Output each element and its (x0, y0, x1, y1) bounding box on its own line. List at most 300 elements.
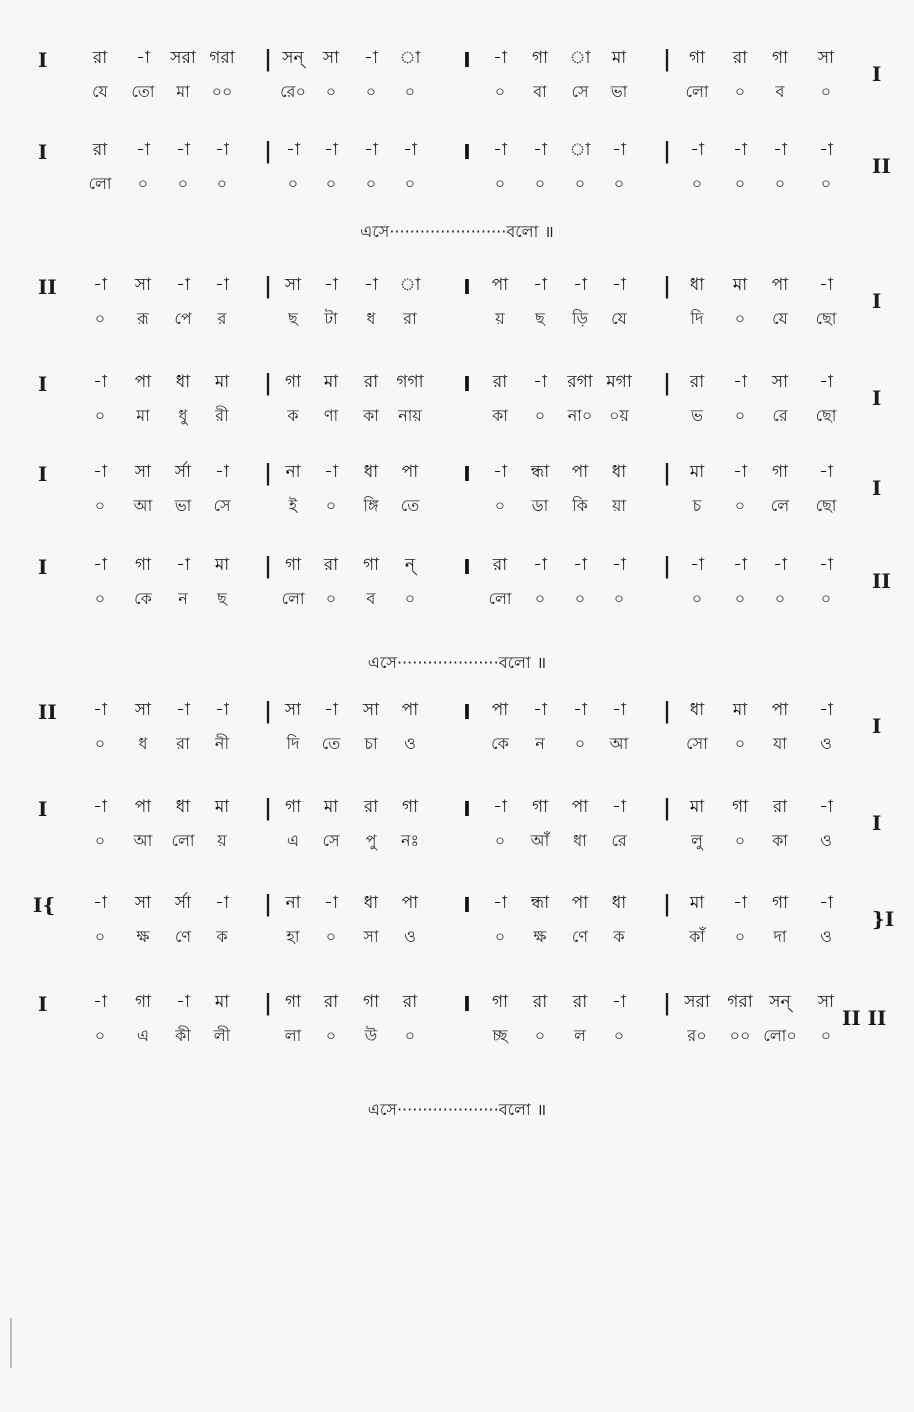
bar-line: | (263, 273, 273, 299)
refrain-dots: ···················· (396, 1100, 499, 1119)
note-token: গা (284, 797, 302, 817)
lyric-syllable: ০ (734, 406, 746, 425)
note-token: -া (612, 797, 626, 817)
lyric-syllable: ০ (494, 496, 506, 515)
system-end-marker: }I (872, 907, 895, 931)
notation-system (0, 462, 914, 526)
notes-row (0, 797, 914, 829)
note-token: -া (533, 700, 547, 720)
note-token: -া (93, 893, 107, 913)
lyric-syllable: ০ (734, 831, 746, 850)
lyric-syllable: ০ (734, 309, 746, 328)
system-end-marker: I (872, 386, 882, 410)
lyric-syllable: ঙ্গি (363, 496, 379, 515)
lyric-syllable: সে (322, 831, 340, 850)
lyric-syllable: ক (287, 406, 299, 425)
note-token: মগা (606, 372, 632, 392)
lyric-syllable: ক্ষ (136, 927, 150, 946)
note-token: সরা (170, 48, 196, 68)
lyric-syllable: ধ (366, 309, 376, 328)
lyric-syllable: ন (178, 589, 188, 608)
lyric-syllable: লু (691, 831, 703, 850)
lyric-syllable: তে (400, 496, 420, 515)
note-token: গা (284, 992, 302, 1012)
note-token: গরা (209, 48, 235, 68)
system-start-marker: I (38, 48, 48, 72)
lyric-syllable: ০ (574, 174, 586, 193)
lyric-syllable: চ (692, 496, 702, 515)
note-token: না (285, 893, 301, 913)
note-token: -া (93, 372, 107, 392)
note-token: পা (771, 700, 789, 720)
note-token: -া (93, 462, 107, 482)
note-token: -া (533, 140, 547, 160)
lyric-syllable: ণে (571, 927, 589, 946)
lyric-syllable: ব (366, 589, 376, 608)
note-token: -া (93, 275, 107, 295)
system-end-marker: I (872, 714, 882, 738)
lyric-syllable: লো (488, 589, 512, 608)
note-token: পা (491, 700, 509, 720)
lyric-syllable: ন (535, 734, 545, 753)
system-end-marker: II (872, 154, 891, 178)
bar-line: | (263, 553, 273, 579)
lyric-syllable: ০ (325, 1026, 337, 1045)
note-token: গা (401, 797, 419, 817)
note-token: া (569, 140, 591, 160)
lyrics-row (0, 82, 914, 114)
notes-row (0, 555, 914, 587)
lyrics-row (0, 589, 914, 621)
note-token: -া (403, 140, 417, 160)
lyric-syllable: যে (611, 309, 627, 328)
lyric-syllable: লা (284, 1026, 302, 1045)
note-token: -া (324, 700, 338, 720)
note-token: গা (688, 48, 706, 68)
note-token: -া (573, 700, 587, 720)
lyric-syllable: ০ (94, 589, 106, 608)
note-token: -া (215, 140, 229, 160)
lyric-syllable: ল (574, 1026, 586, 1045)
lyric-syllable: কি (572, 496, 588, 515)
lyric-syllable: আ (609, 734, 629, 753)
lyric-syllable: যে (92, 82, 108, 101)
scan-edge-mark (10, 1318, 12, 1368)
note-token: গা (362, 992, 380, 1012)
note-token: রা (363, 372, 379, 392)
note-token: মা (214, 797, 230, 817)
note-token: -া (493, 140, 507, 160)
lyric-syllable: ০ (94, 406, 106, 425)
note-token: রা (532, 992, 548, 1012)
lyric-syllable: দি (690, 309, 704, 328)
note-token: -া (733, 372, 747, 392)
note-token: গা (362, 555, 380, 575)
note-token: গা (531, 797, 549, 817)
system-start-marker: I{ (33, 893, 56, 917)
lyric-syllable: আ (133, 831, 153, 850)
lyric-syllable: এ (286, 831, 300, 850)
note-token: -া (93, 700, 107, 720)
lyric-syllable: ০ (691, 174, 703, 193)
note-token: সা (134, 275, 152, 295)
lyric-syllable: ০ (691, 589, 703, 608)
note-token: ন্ (404, 555, 416, 575)
note-token: মা (214, 372, 230, 392)
lyric-syllable: ০ (94, 1026, 106, 1045)
note-token: -া (573, 275, 587, 295)
note-token: -া (819, 275, 833, 295)
notes-row (0, 992, 914, 1024)
lyric-syllable: ০ (734, 82, 746, 101)
lyric-syllable: ০ (734, 734, 746, 753)
lyric-syllable: ধা (573, 831, 587, 850)
note-token: -া (93, 555, 107, 575)
lyric-syllable: ০ (404, 1026, 416, 1045)
note-token: গা (771, 893, 789, 913)
bar-line: | (263, 891, 273, 917)
section-marker: I (463, 992, 471, 1016)
system-end-marker: II II (842, 1006, 887, 1030)
lyric-syllable: আঁ (530, 831, 550, 850)
bar-line: | (662, 370, 672, 396)
bar-line: | (263, 138, 273, 164)
lyric-syllable: ০ (494, 831, 506, 850)
lyric-syllable: রা (403, 309, 417, 328)
note-token: গা (731, 797, 749, 817)
note-token: -া (215, 700, 229, 720)
lyric-syllable: ০ (820, 1026, 832, 1045)
lyric-syllable: লী (213, 1026, 231, 1045)
bar-line: | (263, 46, 273, 72)
refrain-dots: ······················· (389, 222, 507, 241)
lyric-syllable: য়া (611, 496, 627, 515)
lyric-syllable: চ্ছ (492, 1026, 508, 1045)
notes-row (0, 275, 914, 307)
bar-line: | (263, 990, 273, 1016)
note-token: পা (134, 372, 152, 392)
note-token: রা (402, 992, 418, 1012)
system-end-marker: I (872, 811, 882, 835)
lyric-syllable: ০ (820, 174, 832, 193)
lyric-syllable: ক (613, 927, 625, 946)
lyric-syllable: রে (772, 406, 788, 425)
lyric-syllable: ও (404, 734, 416, 753)
note-token: -া (819, 372, 833, 392)
lyric-syllable: ০ (613, 1026, 625, 1045)
note-token: া (399, 275, 421, 295)
lyric-syllable: বা (533, 82, 547, 101)
section-marker: I (463, 462, 471, 486)
bar-line: | (662, 138, 672, 164)
note-token: ন্ধা (530, 462, 550, 482)
bar-line: | (662, 460, 672, 486)
lyric-syllable: ছো (815, 496, 837, 515)
notation-system (0, 992, 914, 1056)
lyric-syllable: ০ (94, 309, 106, 328)
lyric-syllable: কা (363, 406, 379, 425)
note-token: পা (134, 797, 152, 817)
lyric-syllable: ০ (534, 406, 546, 425)
note-token: সন্ (282, 48, 304, 68)
note-token: মা (214, 555, 230, 575)
notes-row (0, 372, 914, 404)
lyric-syllable: কে (134, 589, 152, 608)
note-token: রা (689, 372, 705, 392)
lyric-syllable: ০ (325, 589, 337, 608)
lyric-syllable: ০ (94, 734, 106, 753)
lyric-syllable: ড়ি (571, 309, 589, 328)
section-marker: I (463, 140, 471, 164)
note-token: গগা (396, 372, 424, 392)
bar-line: | (662, 553, 672, 579)
note-token: -া (176, 555, 190, 575)
lyric-syllable: লো (281, 589, 305, 608)
lyric-syllable: ০ (494, 82, 506, 101)
note-token: -া (493, 48, 507, 68)
note-token: -া (612, 140, 626, 160)
lyric-syllable: ০ (325, 927, 337, 946)
note-token: -া (324, 140, 338, 160)
lyric-syllable: ০ (734, 927, 746, 946)
system-start-marker: I (38, 372, 48, 396)
lyric-syllable: নায় (398, 406, 422, 425)
lyric-syllable: মা (176, 82, 190, 101)
lyric-syllable: রে০ (280, 82, 306, 101)
note-token: গা (284, 555, 302, 575)
lyric-syllable: ০ (574, 734, 586, 753)
note-token: গা (284, 372, 302, 392)
section-marker: I (463, 893, 471, 917)
note-token: গা (134, 555, 152, 575)
note-token: -া (733, 555, 747, 575)
note-token: -া (533, 275, 547, 295)
system-start-marker: I (38, 555, 48, 579)
note-token: রা (772, 797, 788, 817)
note-token: -া (819, 140, 833, 160)
bar-line: | (662, 273, 672, 299)
note-token: রা (492, 372, 508, 392)
note-token: রা (572, 992, 588, 1012)
system-start-marker: I (38, 462, 48, 486)
lyric-syllable: ০ (534, 1026, 546, 1045)
lyric-syllable: রা (176, 734, 190, 753)
lyric-syllable: ০ (574, 589, 586, 608)
lyric-syllable: ০ (94, 927, 106, 946)
bar-line: | (263, 460, 273, 486)
note-token: -া (493, 797, 507, 817)
note-token: রা (323, 992, 339, 1012)
note-token: -া (612, 992, 626, 1012)
refrain-line (0, 650, 914, 677)
lyric-syllable: ভা (174, 496, 192, 515)
lyric-syllable: ক্ষ (533, 927, 547, 946)
lyric-syllable: রে (611, 831, 627, 850)
note-token: -া (690, 555, 704, 575)
lyric-syllable: তো (131, 82, 155, 101)
note-token: -া (176, 140, 190, 160)
note-token: ধা (611, 893, 627, 913)
refrain-dots: ···················· (396, 653, 499, 672)
note-token: ধা (175, 797, 191, 817)
notes-row (0, 140, 914, 172)
note-token: -া (324, 893, 338, 913)
notation-system (0, 275, 914, 339)
note-token: সা (284, 275, 302, 295)
lyric-syllable: ০ (734, 496, 746, 515)
refrain-start: এসে (360, 222, 390, 241)
lyric-syllable: ০ (94, 831, 106, 850)
lyrics-row (0, 927, 914, 959)
lyric-syllable: ০ (216, 174, 228, 193)
notes-row (0, 893, 914, 925)
section-marker: I (463, 797, 471, 821)
note-token: -া (93, 992, 107, 1012)
lyric-syllable: ০ (534, 589, 546, 608)
refrain-end: বলো (498, 1100, 531, 1119)
note-token: পা (571, 893, 589, 913)
note-token: মা (323, 797, 339, 817)
lyric-syllable: ০ (494, 927, 506, 946)
note-token: রা (92, 140, 108, 160)
refrain-end: বলো (506, 222, 539, 241)
note-token: -া (733, 893, 747, 913)
note-token: -া (612, 275, 626, 295)
lyric-syllable: লো০ (763, 1026, 797, 1045)
note-token: -া (819, 555, 833, 575)
note-token: -া (773, 555, 787, 575)
lyric-syllable: সে (571, 82, 589, 101)
note-token: ধা (363, 893, 379, 913)
note-token: া (569, 48, 591, 68)
note-token: সা (817, 48, 835, 68)
note-token: -া (215, 275, 229, 295)
lyrics-row (0, 406, 914, 438)
lyric-syllable: লো (88, 174, 112, 193)
note-token: না (285, 462, 301, 482)
note-token: মা (689, 462, 705, 482)
lyric-syllable: ও (820, 734, 832, 753)
lyric-syllable: তে (321, 734, 341, 753)
lyric-syllable: সা (363, 927, 379, 946)
section-marker: I (463, 275, 471, 299)
note-token: -া (773, 140, 787, 160)
lyric-syllable: পু (365, 831, 377, 850)
refrain-line (0, 219, 914, 246)
note-token: রা (732, 48, 748, 68)
note-token: সন্ (769, 992, 791, 1012)
lyric-syllable: কে (491, 734, 509, 753)
lyric-syllable: যা (773, 734, 787, 753)
note-token: গা (134, 992, 152, 1012)
note-token: পা (401, 700, 419, 720)
lyric-syllable: ০ (325, 82, 337, 101)
bar-line: | (263, 795, 273, 821)
lyric-syllable: ০ (613, 174, 625, 193)
note-token: -া (364, 48, 378, 68)
note-token: পা (571, 797, 589, 817)
lyric-syllable: চা (364, 734, 378, 753)
lyric-syllable: দি (286, 734, 300, 753)
note-token: ধা (689, 275, 705, 295)
note-token: -া (215, 893, 229, 913)
note-token: পা (491, 275, 509, 295)
lyric-syllable: আ (133, 496, 153, 515)
notes-row (0, 462, 914, 494)
lyric-syllable: ০০ (211, 82, 233, 101)
note-token: -া (819, 700, 833, 720)
note-token: মা (732, 275, 748, 295)
bar-line: | (662, 990, 672, 1016)
note-token: মা (689, 797, 705, 817)
lyric-syllable: ও (404, 927, 416, 946)
note-token: গরা (727, 992, 753, 1012)
notation-system (0, 372, 914, 436)
note-token: গা (771, 462, 789, 482)
lyric-syllable: কাঁ (689, 927, 705, 946)
lyric-syllable: যে (772, 309, 788, 328)
note-token: গা (491, 992, 509, 1012)
lyric-syllable: ও (820, 927, 832, 946)
note-token: -া (176, 700, 190, 720)
refrain-start: এসে (367, 653, 397, 672)
lyric-syllable: ০ (404, 82, 416, 101)
lyric-syllable: ০ (137, 174, 149, 193)
note-token: -া (136, 140, 150, 160)
note-token: সা (817, 992, 835, 1012)
lyric-syllable: র (217, 309, 227, 328)
note-token: -া (215, 462, 229, 482)
note-token: সা (134, 462, 152, 482)
note-token: -া (819, 797, 833, 817)
lyric-syllable: ০য় (609, 406, 629, 425)
note-token: -া (733, 462, 747, 482)
lyric-syllable: ০ (774, 589, 786, 608)
lyric-syllable: ০ (404, 589, 416, 608)
note-token: রগা (567, 372, 593, 392)
system-end-marker: I (872, 289, 882, 313)
bar-line: | (662, 46, 672, 72)
note-token: সা (362, 700, 380, 720)
lyric-syllable: ক (216, 927, 228, 946)
lyric-syllable: পে (174, 309, 192, 328)
lyric-syllable: ০ (365, 174, 377, 193)
note-token: -া (733, 140, 747, 160)
bar-line: | (662, 795, 672, 821)
lyric-syllable: ব (775, 82, 785, 101)
note-token: -া (612, 700, 626, 720)
note-token: রা (92, 48, 108, 68)
note-token: -া (93, 797, 107, 817)
notes-row (0, 700, 914, 732)
note-token: পা (771, 275, 789, 295)
lyric-syllable: সো (686, 734, 708, 753)
note-token: -া (176, 275, 190, 295)
note-token: ধা (175, 372, 191, 392)
lyric-syllable: ভা (610, 82, 628, 101)
notation-system (0, 700, 914, 764)
note-token: ধা (363, 462, 379, 482)
note-token: -া (136, 48, 150, 68)
notes-row (0, 48, 914, 80)
lyric-syllable: কা (772, 831, 788, 850)
refrain-end: বলো (498, 653, 531, 672)
refrain-mark: ॥ (544, 222, 554, 241)
notation-system (0, 140, 914, 204)
lyrics-row (0, 831, 914, 863)
lyric-syllable: উ (364, 1026, 378, 1045)
section-marker: I (463, 555, 471, 579)
